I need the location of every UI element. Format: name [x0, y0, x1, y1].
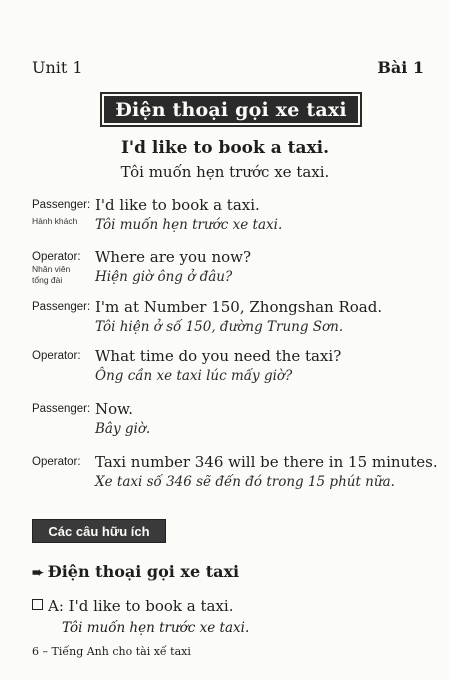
dialogue-turn: [32, 400, 442, 442]
lesson-title: Điện thoại gọi xe taxi: [115, 98, 347, 121]
lesson-title-banner: [100, 92, 362, 127]
dialogue-turn: [32, 196, 442, 236]
dialogue-line-vietnamese: Tôi muốn hẹn trước xe taxi.: [95, 217, 283, 233]
dialogue-line-vietnamese: Ông cần xe taxi lúc mấy giờ?: [95, 368, 293, 384]
dialogue-line-english: I'd like to book a taxi.: [95, 196, 260, 214]
speaker-label: Passenger:: [32, 199, 91, 211]
dialogue-line-vietnamese: Hiện giờ ông ở đâu?: [95, 269, 233, 285]
dialogue-line-vietnamese: Tôi hiện ở số 150, đường Trung Sơn.: [95, 319, 344, 335]
lesson-label: Bài 1: [377, 58, 424, 77]
page-footer: 6 – Tiếng Anh cho tài xế taxi: [32, 645, 191, 658]
subtitle-english: I'd like to book a taxi.: [120, 138, 330, 158]
speaker-label: Passenger:: [32, 301, 91, 313]
dialogue-line-english: Now.: [95, 400, 133, 418]
example-line-vietnamese: Tôi muốn hẹn trước xe taxi.: [62, 620, 250, 636]
section-title: Các câu hữu ích: [48, 523, 150, 539]
topic-heading: [32, 562, 239, 581]
speaker-label: Operator:: [32, 350, 81, 362]
dialogue-line-english: What time do you need the taxi?: [95, 347, 342, 365]
dialogue-line-english: Taxi number 346 will be there in 15 minutes.: [95, 453, 438, 471]
dialogue-turn: [32, 347, 442, 389]
example-line-english: [32, 597, 233, 615]
example-text: A: I'd like to book a taxi.: [48, 597, 234, 615]
speaker-translation: Hành khách: [32, 216, 78, 226]
unit-label: Unit 1: [32, 58, 83, 77]
dialogue-line-vietnamese: Xe taxi số 346 sẽ đến đó trong 15 phút nữa.: [95, 474, 395, 490]
topic-label: Điện thoại gọi xe taxi: [47, 562, 240, 581]
section-banner: [32, 519, 166, 543]
speaker-translation: Nhân viên tổng đài: [32, 264, 71, 285]
dialogue-line-english: Where are you now?: [95, 248, 252, 266]
speaker-label: Operator:: [32, 456, 81, 468]
subtitle-vietnamese: Tôi muốn hẹn trước xe taxi.: [120, 163, 330, 181]
checkbox-icon: [32, 599, 43, 610]
speaker-label: Passenger:: [32, 403, 91, 415]
dialogue-turn: [32, 298, 442, 340]
dialogue-line-english: I'm at Number 150, Zhongshan Road.: [95, 298, 383, 316]
speaker-label: Operator:: [32, 251, 81, 263]
arrow-right-icon: ➨: [32, 565, 44, 581]
dialogue-line-vietnamese: Bây giờ.: [95, 421, 151, 437]
dialogue-turn: [32, 248, 442, 292]
dialogue-turn: [32, 453, 442, 495]
